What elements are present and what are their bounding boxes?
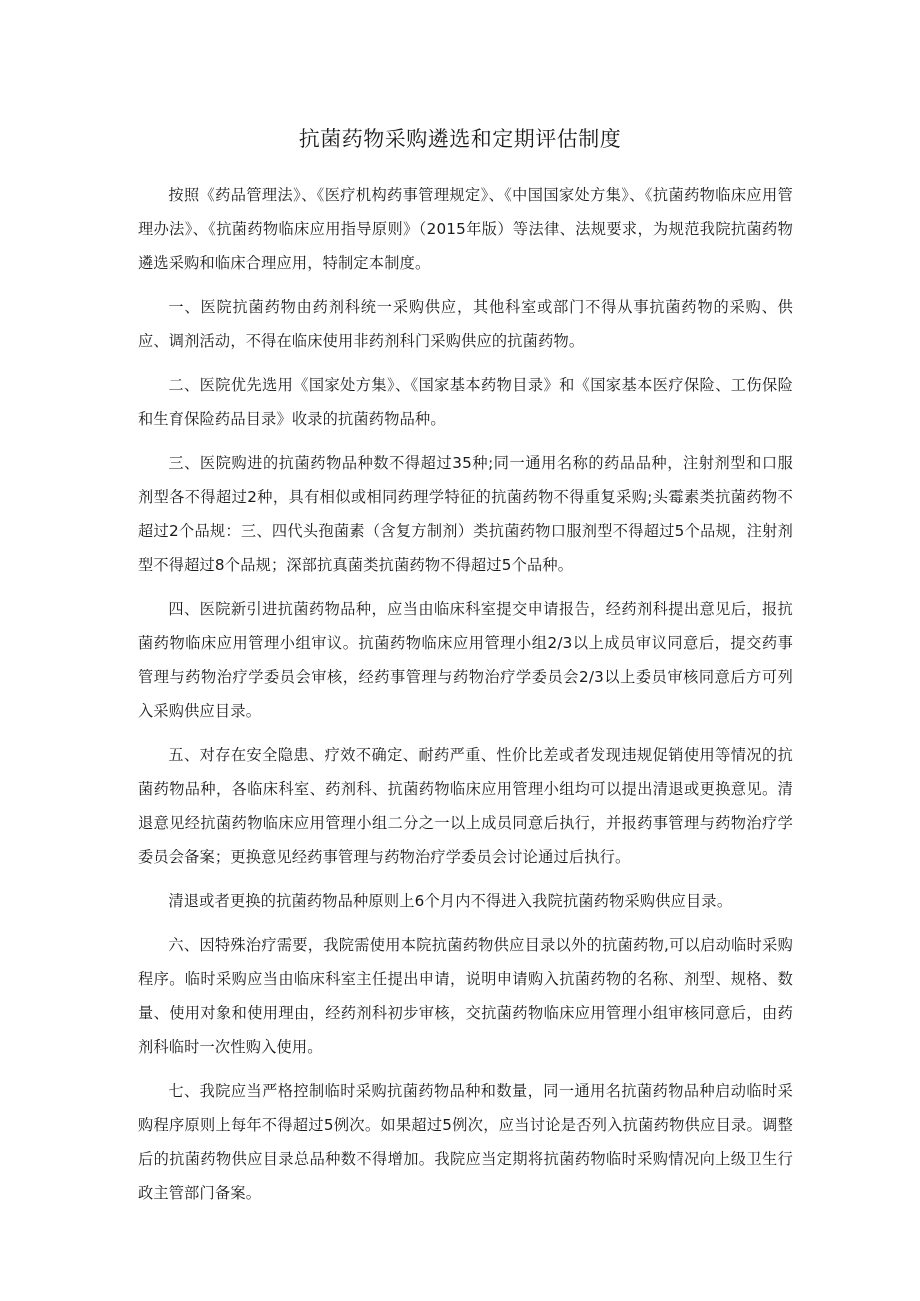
paragraph-article-6: 六、因特殊治疗需要，我院需使用本院抗菌药物供应目录以外的抗菌药物,可以启动临时采购程序。临时采购应当由临床科室主任提出申请，说明申请购入抗菌药物的名称、剂型、规格、数量、使用对象和使用理由，经药剂科初步审核，交抗菌药物临床应用管理小组审核同意后，由药剂科临时一次性购入使用。 <box>138 936 793 1056</box>
paragraph-article-2: 二、医院优先选用《国家处方集》、《国家基本药物目录》和《国家基本医疗保险、工伤保险和生育保险药品目录》收录的抗菌药物品种。 <box>138 376 793 428</box>
document-body <box>138 178 793 1220</box>
paragraph-article-1: 一、医院抗菌药物由药剂科统一采购供应，其他科室或部门不得从事抗菌药物的采购、供应、调剂活动，不得在临床使用非药剂科门采购供应的抗菌药物。 <box>138 298 793 350</box>
paragraph-article-4: 四、医院新引进抗菌药物品种，应当由临床科室提交申请报告，经药剂科提出意见后，报抗菌药物临床应用管理小组审议。抗菌药物临床应用管理小组2/3以上成员审议同意后，提交药事管理与药物治疗学委员会审核，经药事管理与药物治疗学委员会2/3以上委员审核同意后方可列入采购供应目录。 <box>138 600 793 720</box>
paragraph-article-5: 五、对存在安全隐患、疗效不确定、耐药严重、性价比差或者发现违规促销使用等情况的抗菌药物品种，各临床科室、药剂科、抗菌药物临床应用管理小组均可以提出清退或更换意见。清退意见经抗菌药物临床应用管理小组二分之一以上成员同意后执行，并报药事管理与药物治疗学委员会备案；更换意见经药事管理与药物治疗学委员会讨论通过后执行。 <box>138 746 793 866</box>
document-title: 抗菌药物采购遴选和定期评估制度 <box>298 127 622 151</box>
paragraph-article-5-note: 清退或者更换的抗菌药物品种原则上6个月内不得进入我院抗菌药物采购供应目录。 <box>168 892 733 910</box>
paragraph-intro: 按照《药品管理法》、《医疗机构药事管理规定》、《中国国家处方集》、《抗菌药物临床应用管理办法》、《抗菌药物临床应用指导原则》（2015年版）等法律、法规要求，为规范我院抗菌药物遴选采购和临床合理应用，特制定本制度。 <box>138 186 793 272</box>
paragraph-article-7: 七、我院应当严格控制临时采购抗菌药物品种和数量，同一通用名抗菌药物品种启动临时采购程序原则上每年不得超过5例次。如果超过5例次，应当讨论是否列入抗菌药物供应目录。调整后的抗菌药物供应目录总品种数不得增加。我院应当定期将抗菌药物临时采购情况向上级卫生行政主管部门备案。 <box>138 1082 793 1202</box>
paragraph-article-3: 三、医院购进的抗菌药物品种数不得超过35种;同一通用名称的药品品种，注射剂型和口服剂型各不得超过2种，具有相似或相同药理学特征的抗菌药物不得重复采购;头霉素类抗菌药物不超过2个品规：三、四代头孢菌素（含复方制剂）类抗菌药物口服剂型不得超过5个品规，注射剂型不得超过8个品规；深部抗真菌类抗菌药物不得超过5个品种。 <box>138 454 793 574</box>
